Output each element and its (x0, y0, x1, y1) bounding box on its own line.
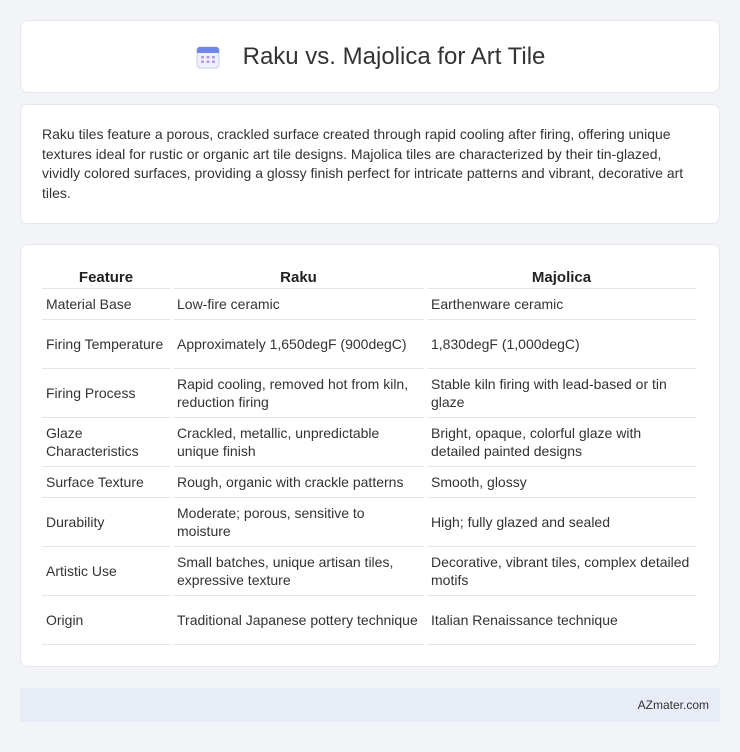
table-row (42, 289, 696, 320)
feature-cell: Firing Process (42, 369, 170, 418)
raku-cell: Rapid cooling, removed hot from kiln, reduction firing (173, 369, 424, 418)
feature-cell: Glaze Characteristics (42, 418, 170, 467)
footer (20, 688, 720, 722)
raku-cell: Approximately 1,650degF (900degC) (173, 320, 424, 369)
raku-cell: Traditional Japanese pottery technique (173, 596, 424, 645)
header-feature: Feature (42, 265, 170, 289)
comparison-card (20, 244, 720, 667)
page-title: Raku vs. Majolica for Art Tile (242, 42, 546, 70)
comparison-table (39, 265, 699, 645)
majolica-cell: Bright, opaque, colorful glaze with detailed painted designs (427, 418, 696, 467)
table-row (42, 596, 696, 645)
title-wrap (195, 43, 546, 71)
table-row (42, 498, 696, 547)
majolica-cell: Decorative, vibrant tiles, complex detailed motifs (427, 547, 696, 596)
raku-cell: Small batches, unique artisan tiles, expressive texture (173, 547, 424, 596)
majolica-cell: Earthenware ceramic (427, 289, 696, 320)
feature-cell: Artistic Use (42, 547, 170, 596)
header-majolica: Majolica (427, 265, 696, 289)
table-row (42, 369, 696, 418)
table-row (42, 547, 696, 596)
feature-cell: Origin (42, 596, 170, 645)
raku-cell: Crackled, metallic, unpredictable unique finish (173, 418, 424, 467)
raku-cell: Moderate; porous, sensitive to moisture (173, 498, 424, 547)
table-row (42, 418, 696, 467)
majolica-cell: Italian Renaissance technique (427, 596, 696, 645)
calendar-icon (195, 44, 221, 70)
majolica-cell: High; fully glazed and sealed (427, 498, 696, 547)
majolica-cell: 1,830degF (1,000degC) (427, 320, 696, 369)
feature-cell: Firing Temperature (42, 320, 170, 369)
feature-cell: Durability (42, 498, 170, 547)
raku-cell: Rough, organic with crackle patterns (173, 467, 424, 498)
table-row (42, 467, 696, 498)
intro-card (20, 104, 720, 224)
footer-brand[interactable]: AZmater.com (637, 698, 709, 712)
table-row (42, 320, 696, 369)
table-header-row (42, 265, 696, 289)
majolica-cell: Smooth, glossy (427, 467, 696, 498)
feature-cell: Surface Texture (42, 467, 170, 498)
raku-cell: Low-fire ceramic (173, 289, 424, 320)
header-raku: Raku (173, 265, 424, 289)
header-card (20, 20, 720, 93)
feature-cell: Material Base (42, 289, 170, 320)
intro-text: Raku tiles feature a porous, crackled surface created through rapid cooling after firing, offering unique textures ideal for rustic or organic art tile designs. Majolica tiles are characterized by their tin-glazed, vividly colored surfaces, providing a glossy finish perfect for intricate patterns and vibrant, decorative art tiles. (42, 126, 684, 201)
majolica-cell: Stable kiln firing with lead-based or tin glaze (427, 369, 696, 418)
